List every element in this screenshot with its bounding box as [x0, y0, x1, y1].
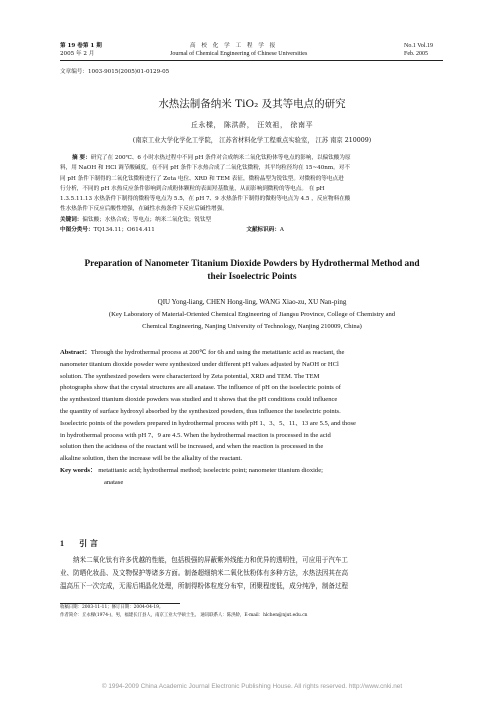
abstract-cn-line: 1.3.5.11.13 水热条件下制得的微粉等电点为 5.5，在 pH 7、9 水热条件下制得的微粉等电点为 4.5 ，反应物料在酸 — [60, 196, 351, 203]
title-en-line1: Preparation of Nanometer Titanium Dioxide Powders by Hydrothermal Method and — [84, 259, 420, 269]
abstract-en-line: Isoelectric points of the powders prepared in hydrothermal process with pH 1、3、5、11、13 are 5.5, and those — [60, 419, 356, 427]
authors-cn: 丘永樑， 陈洪龄， 汪效祖， 徐南平 — [190, 121, 314, 129]
abstract-en-line: the synthesized titanium dioxide powders was studied and it shows that the pH conditions could influence — [60, 396, 338, 404]
header-journal-en: Journal of Chemical Engineering of Chinese Universities — [170, 51, 308, 57]
authors-en: QIU Yong-liang, CHEN Hong-ling, WANG Xiao-zu, XU Nan-ping — [157, 298, 347, 306]
header-month: Feb. 2005 — [404, 51, 428, 57]
title-cn: 水热法制备纳米 TiO₂ 及其等电点的研究 — [158, 98, 346, 110]
clc-number: TQ134.11；O614.411 — [93, 227, 155, 234]
abstract-en-line: alkaline solution, then the increase will be the alkality of the reactant. — [60, 455, 242, 463]
abstract-cn-label: 摘 要： — [72, 155, 91, 161]
affiliation-en-line2: Chemical Engineering, Nanjing University of Technology, Nanjing 210009, China) — [142, 323, 362, 330]
intro-line: 业、防晒化妆品、及文物保护等诸多方面。制备超细纳米二氧化钛粉体有多种方法，水热法因其在高 — [60, 569, 349, 577]
abstract-en — [60, 347, 443, 489]
keywords-en: metatitanic acid; hydrothermal method; isoelectric point; nanometer titanium dioxide; — [98, 466, 323, 474]
intro-line: 温高压下一次完成，无需后期晶化处理，所制得粉体粒度分布窄，团聚程度低，成分纯净，制备过程 — [60, 582, 349, 590]
section-number: 1 — [60, 539, 64, 548]
abstract-en-line: solution then the acidness of the reactant will be increased, and when the reaction is processed in the — [60, 443, 324, 451]
abstract-en-line: the quantity of surface hydroxyl absorbed by the synthesized powders, thus influence the isoelectric points. — [60, 407, 341, 415]
copyright-notice: © 1994-2009 China Academic Journal Electronic Publishing House. All rights reserved. http://www.cnki.net — [101, 683, 403, 690]
clc-label: 中图分类号： — [60, 227, 94, 234]
abstract-cn-line: 料，用 NaOH 和 HCl 调节酸碱度，在不同 pH 条件下水热合成了二氧化钛微粉，其平均粒径均在 15~40nm。对不 — [60, 165, 350, 172]
abstract-en-line: photographs show that the crystal structures are all anatase. The influence of pH on the isoelectric points of — [60, 384, 341, 392]
doc-code: A — [279, 227, 284, 234]
abstract-cn-line: 性水热条件下反应后酸性增强，在碱性水热条件下反应后碱性增强。 — [60, 206, 228, 213]
keywords-en-label: Key words： — [60, 466, 97, 474]
keywords-en-cont: anatase — [104, 478, 124, 486]
affiliation-cn: (南京工业大学化学化工学院， 江苏省材料化学工程重点实验室， 江苏 南京 210009) — [132, 137, 372, 144]
footnote — [60, 604, 443, 620]
abstract-en-label: Abstract： — [60, 349, 91, 356]
footnote-author: 作者简介：丘永樑(1974-)，男，福建长汀县人，南京工业大学硕士生。 通讯联系人：陈洪龄，E-mail：hlchen@njut.edu.cn — [60, 613, 308, 618]
section-title: 引 言 — [79, 538, 98, 548]
abstract-en-line: in hydrothermal process with pH 7、9 are 4.5. When the hydrothermal reaction is processed in the acid — [60, 431, 331, 439]
article-number: 文章编号：1003-9015(2005)01-0129-05 — [60, 69, 170, 75]
header-volume: 第 19 卷第 1 期 — [60, 43, 102, 49]
header-rule — [60, 60, 443, 61]
abstract-cn-line: 研究了在 200℃、6 小时水热过程中不同 pH 条件对合成纳米二氧化钛粉体等电点的影响，以偏钛酸为原 — [90, 155, 351, 161]
abstract-cn-line: 同 pH 条件下制得的二氧化钛微粉进行了 Zeta 电位、XRD 和 TEM 表征，微粉晶型为锐钛型。对微粉的等电点进 — [60, 175, 344, 182]
intro-text — [60, 554, 443, 593]
intro-line: 纳米二氧化钛有许多优越的性能，包括极强的屏蔽紫外线能力和优异的透明性，可应用于汽车工 — [73, 556, 348, 564]
abstract-en-line: solution. The synthesized powders were characterized by Zeta potential, XRD and TEM. The TEM — [60, 372, 320, 380]
abstract-cn — [60, 153, 443, 235]
header-journal-cn: 高 校 化 学 工 程 学 报 — [190, 43, 278, 49]
title-en-line2: their Isoelectric Points — [207, 272, 297, 282]
header-date: 2005 年 2 月 — [60, 51, 95, 57]
keywords-cn-label: 关键词： — [60, 216, 83, 223]
doc-code-label: 文献标识码： — [246, 227, 280, 234]
footnote-dates: 收稿日期：2003-11-11；修订日期：2004-04-19。 — [60, 605, 164, 610]
abstract-en-line: Through the hydrothermal process at 200℃ for 6h and using the metatitanic acid as reactant, the — [90, 349, 345, 356]
abstract-cn-line: 行分析，不同的 pH 水热反应条件影响到合成粉体颗粒的表面羟基数量，从而影响到微粉的等电点。 在 pH — [60, 185, 325, 192]
affiliation-en-line1: (Key Laboratory of Material-Oriented Chemical Engineering of Jiangsu Province, College of Chemistry and — [108, 311, 396, 318]
keywords-cn: 偏钛酸；水热合成；等电点；纳米二氧化钛；锐钛型 — [82, 216, 212, 223]
section-heading — [60, 538, 98, 549]
header-issue: No.1 Vol.19 — [404, 43, 433, 49]
abstract-en-line: nanometer titanium dioxide powder were synthesized under different pH values adjusted by NaOH or HCl — [60, 360, 339, 368]
